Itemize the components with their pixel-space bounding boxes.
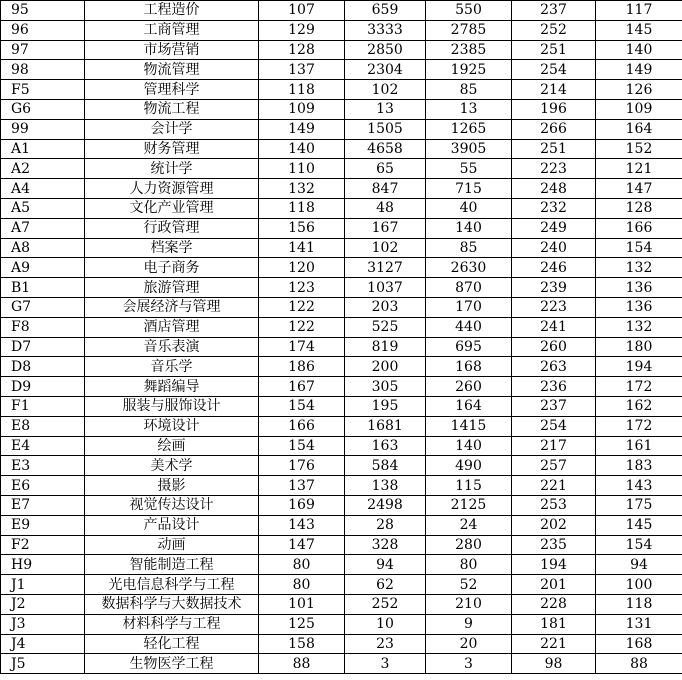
value-cell-1: 141 <box>259 238 345 258</box>
major-name-cell: 人力资源管理 <box>85 179 259 199</box>
value-cell-4: 246 <box>512 258 596 278</box>
value-cell-4: 237 <box>512 1 596 21</box>
major-code-cell: D9 <box>1 377 85 397</box>
value-cell-3: 13 <box>426 99 512 119</box>
value-cell-2: 819 <box>345 337 426 357</box>
value-cell-3: 1925 <box>426 60 512 80</box>
value-cell-5: 164 <box>596 119 682 139</box>
value-cell-5: 149 <box>596 60 682 80</box>
value-cell-2: 1681 <box>345 416 426 436</box>
table-row <box>1 416 682 436</box>
table-row <box>1 515 682 535</box>
value-cell-3: 260 <box>426 377 512 397</box>
major-name-cell: 市场营销 <box>85 40 259 60</box>
major-name-cell: 摄影 <box>85 476 259 496</box>
value-cell-1: 118 <box>259 80 345 100</box>
table-row <box>1 594 682 614</box>
major-name-cell: 会展经济与管理 <box>85 297 259 317</box>
value-cell-3: 3905 <box>426 139 512 159</box>
value-cell-3: 140 <box>426 218 512 238</box>
value-cell-2: 102 <box>345 238 426 258</box>
major-name-cell: 智能制造工程 <box>85 555 259 575</box>
value-cell-2: 4658 <box>345 139 426 159</box>
value-cell-4: 236 <box>512 377 596 397</box>
value-cell-5: 143 <box>596 476 682 496</box>
value-cell-4: 237 <box>512 396 596 416</box>
major-name-cell: 档案学 <box>85 238 259 258</box>
table-row <box>1 396 682 416</box>
table-row <box>1 634 682 654</box>
table-row <box>1 614 682 634</box>
value-cell-5: 132 <box>596 258 682 278</box>
value-cell-4: 221 <box>512 476 596 496</box>
value-cell-1: 101 <box>259 594 345 614</box>
value-cell-4: 241 <box>512 317 596 337</box>
value-cell-4: 232 <box>512 198 596 218</box>
value-cell-1: 174 <box>259 337 345 357</box>
major-name-cell: 服装与服饰设计 <box>85 396 259 416</box>
table-row <box>1 337 682 357</box>
value-cell-1: 120 <box>259 258 345 278</box>
value-cell-3: 85 <box>426 238 512 258</box>
major-name-cell: 绘画 <box>85 436 259 456</box>
major-code-cell: J4 <box>1 634 85 654</box>
major-name-cell: 视觉传达设计 <box>85 495 259 515</box>
table-row <box>1 456 682 476</box>
major-code-cell: F5 <box>1 80 85 100</box>
value-cell-3: 9 <box>426 614 512 634</box>
table-row <box>1 476 682 496</box>
value-cell-2: 167 <box>345 218 426 238</box>
value-cell-5: 147 <box>596 179 682 199</box>
value-cell-3: 24 <box>426 515 512 535</box>
major-code-cell: H9 <box>1 555 85 575</box>
value-cell-5: 152 <box>596 139 682 159</box>
value-cell-1: 80 <box>259 575 345 595</box>
value-cell-2: 138 <box>345 476 426 496</box>
table-body <box>1 1 682 674</box>
value-cell-3: 280 <box>426 535 512 555</box>
value-cell-1: 140 <box>259 139 345 159</box>
value-cell-2: 3 <box>345 654 426 674</box>
value-cell-4: 235 <box>512 535 596 555</box>
value-cell-1: 125 <box>259 614 345 634</box>
value-cell-4: 221 <box>512 634 596 654</box>
major-code-cell: A5 <box>1 198 85 218</box>
value-cell-4: 257 <box>512 456 596 476</box>
value-cell-2: 305 <box>345 377 426 397</box>
major-name-cell: 轻化工程 <box>85 634 259 654</box>
table-row <box>1 1 682 21</box>
major-name-cell: 旅游管理 <box>85 278 259 298</box>
value-cell-5: 136 <box>596 278 682 298</box>
value-cell-5: 145 <box>596 515 682 535</box>
major-name-cell: 产品设计 <box>85 515 259 535</box>
value-cell-5: 183 <box>596 456 682 476</box>
major-code-cell: E8 <box>1 416 85 436</box>
major-code-cell: J5 <box>1 654 85 674</box>
value-cell-5: 88 <box>596 654 682 674</box>
table-row <box>1 218 682 238</box>
value-cell-3: 85 <box>426 80 512 100</box>
value-cell-4: 228 <box>512 594 596 614</box>
value-cell-1: 154 <box>259 396 345 416</box>
major-code-cell: J3 <box>1 614 85 634</box>
value-cell-5: 145 <box>596 20 682 40</box>
major-code-cell: A7 <box>1 218 85 238</box>
table-row <box>1 119 682 139</box>
value-cell-5: 180 <box>596 337 682 357</box>
major-name-cell: 生物医学工程 <box>85 654 259 674</box>
value-cell-3: 440 <box>426 317 512 337</box>
value-cell-1: 167 <box>259 377 345 397</box>
major-name-cell: 物流管理 <box>85 60 259 80</box>
major-name-cell: 统计学 <box>85 159 259 179</box>
value-cell-2: 48 <box>345 198 426 218</box>
value-cell-3: 2125 <box>426 495 512 515</box>
major-code-cell: F8 <box>1 317 85 337</box>
value-cell-3: 2785 <box>426 20 512 40</box>
value-cell-2: 28 <box>345 515 426 535</box>
value-cell-3: 3 <box>426 654 512 674</box>
value-cell-2: 2304 <box>345 60 426 80</box>
value-cell-3: 550 <box>426 1 512 21</box>
major-name-cell: 电子商务 <box>85 258 259 278</box>
value-cell-3: 20 <box>426 634 512 654</box>
value-cell-4: 263 <box>512 357 596 377</box>
value-cell-5: 168 <box>596 634 682 654</box>
value-cell-3: 1265 <box>426 119 512 139</box>
value-cell-1: 154 <box>259 436 345 456</box>
value-cell-2: 1505 <box>345 119 426 139</box>
value-cell-2: 200 <box>345 357 426 377</box>
value-cell-2: 10 <box>345 614 426 634</box>
major-name-cell: 光电信息科学与工程 <box>85 575 259 595</box>
value-cell-1: 176 <box>259 456 345 476</box>
value-cell-3: 2385 <box>426 40 512 60</box>
value-cell-2: 13 <box>345 99 426 119</box>
major-name-cell: 音乐表演 <box>85 337 259 357</box>
value-cell-5: 109 <box>596 99 682 119</box>
table-row <box>1 139 682 159</box>
table-row <box>1 317 682 337</box>
major-code-cell: E6 <box>1 476 85 496</box>
value-cell-1: 109 <box>259 99 345 119</box>
table-row <box>1 80 682 100</box>
table-row <box>1 278 682 298</box>
major-code-cell: 98 <box>1 60 85 80</box>
value-cell-2: 3127 <box>345 258 426 278</box>
value-cell-5: 118 <box>596 594 682 614</box>
value-cell-1: 128 <box>259 40 345 60</box>
value-cell-1: 122 <box>259 297 345 317</box>
value-cell-2: 847 <box>345 179 426 199</box>
value-cell-1: 147 <box>259 535 345 555</box>
value-cell-2: 3333 <box>345 20 426 40</box>
value-cell-5: 194 <box>596 357 682 377</box>
major-code-cell: G7 <box>1 297 85 317</box>
major-name-cell: 美术学 <box>85 456 259 476</box>
major-name-cell: 财务管理 <box>85 139 259 159</box>
value-cell-3: 168 <box>426 357 512 377</box>
value-cell-3: 140 <box>426 436 512 456</box>
value-cell-4: 251 <box>512 40 596 60</box>
value-cell-3: 164 <box>426 396 512 416</box>
value-cell-5: 162 <box>596 396 682 416</box>
value-cell-5: 131 <box>596 614 682 634</box>
value-cell-5: 94 <box>596 555 682 575</box>
value-cell-1: 107 <box>259 1 345 21</box>
value-cell-1: 129 <box>259 20 345 40</box>
value-cell-4: 253 <box>512 495 596 515</box>
value-cell-3: 52 <box>426 575 512 595</box>
value-cell-4: 249 <box>512 218 596 238</box>
value-cell-1: 143 <box>259 515 345 535</box>
value-cell-4: 251 <box>512 139 596 159</box>
value-cell-1: 122 <box>259 317 345 337</box>
value-cell-4: 214 <box>512 80 596 100</box>
major-name-cell: 舞蹈编导 <box>85 377 259 397</box>
value-cell-2: 65 <box>345 159 426 179</box>
major-name-cell: 音乐学 <box>85 357 259 377</box>
major-code-cell: 99 <box>1 119 85 139</box>
value-cell-3: 490 <box>426 456 512 476</box>
table-row <box>1 575 682 595</box>
major-code-cell: A1 <box>1 139 85 159</box>
value-cell-1: 186 <box>259 357 345 377</box>
value-cell-4: 239 <box>512 278 596 298</box>
value-cell-3: 210 <box>426 594 512 614</box>
value-cell-2: 62 <box>345 575 426 595</box>
value-cell-2: 584 <box>345 456 426 476</box>
value-cell-1: 118 <box>259 198 345 218</box>
value-cell-2: 1037 <box>345 278 426 298</box>
value-cell-3: 80 <box>426 555 512 575</box>
major-code-cell: A4 <box>1 179 85 199</box>
major-code-cell: F1 <box>1 396 85 416</box>
value-cell-2: 94 <box>345 555 426 575</box>
major-name-cell: 环境设计 <box>85 416 259 436</box>
table-row <box>1 20 682 40</box>
value-cell-5: 161 <box>596 436 682 456</box>
value-cell-1: 149 <box>259 119 345 139</box>
major-code-cell: B1 <box>1 278 85 298</box>
value-cell-2: 525 <box>345 317 426 337</box>
value-cell-3: 40 <box>426 198 512 218</box>
table-row <box>1 238 682 258</box>
value-cell-2: 252 <box>345 594 426 614</box>
value-cell-5: 117 <box>596 1 682 21</box>
value-cell-4: 252 <box>512 20 596 40</box>
value-cell-3: 115 <box>426 476 512 496</box>
table-row <box>1 99 682 119</box>
table-row <box>1 436 682 456</box>
value-cell-2: 203 <box>345 297 426 317</box>
major-code-cell: A9 <box>1 258 85 278</box>
major-code-cell: J1 <box>1 575 85 595</box>
table-row <box>1 198 682 218</box>
major-code-cell: A8 <box>1 238 85 258</box>
value-cell-5: 166 <box>596 218 682 238</box>
value-cell-2: 659 <box>345 1 426 21</box>
value-cell-1: 88 <box>259 654 345 674</box>
major-name-cell: 行政管理 <box>85 218 259 238</box>
value-cell-2: 2498 <box>345 495 426 515</box>
major-code-cell: F2 <box>1 535 85 555</box>
major-code-cell: E3 <box>1 456 85 476</box>
value-cell-2: 102 <box>345 80 426 100</box>
major-name-cell: 管理科学 <box>85 80 259 100</box>
major-name-cell: 文化产业管理 <box>85 198 259 218</box>
value-cell-1: 132 <box>259 179 345 199</box>
value-cell-4: 181 <box>512 614 596 634</box>
value-cell-5: 175 <box>596 495 682 515</box>
value-cell-1: 123 <box>259 278 345 298</box>
table-row <box>1 495 682 515</box>
value-cell-4: 201 <box>512 575 596 595</box>
value-cell-4: 217 <box>512 436 596 456</box>
major-name-cell: 材料科学与工程 <box>85 614 259 634</box>
value-cell-4: 266 <box>512 119 596 139</box>
value-cell-1: 156 <box>259 218 345 238</box>
value-cell-5: 126 <box>596 80 682 100</box>
value-cell-3: 170 <box>426 297 512 317</box>
value-cell-5: 132 <box>596 317 682 337</box>
value-cell-3: 870 <box>426 278 512 298</box>
major-name-cell: 物流工程 <box>85 99 259 119</box>
value-cell-3: 2630 <box>426 258 512 278</box>
value-cell-4: 260 <box>512 337 596 357</box>
major-code-cell: D8 <box>1 357 85 377</box>
major-code-cell: 97 <box>1 40 85 60</box>
value-cell-5: 100 <box>596 575 682 595</box>
value-cell-1: 158 <box>259 634 345 654</box>
value-cell-3: 1415 <box>426 416 512 436</box>
major-name-cell: 会计学 <box>85 119 259 139</box>
value-cell-5: 128 <box>596 198 682 218</box>
major-code-cell: E7 <box>1 495 85 515</box>
table-row <box>1 654 682 674</box>
major-name-cell: 数据科学与大数据技术 <box>85 594 259 614</box>
major-name-cell: 酒店管理 <box>85 317 259 337</box>
value-cell-4: 202 <box>512 515 596 535</box>
value-cell-2: 195 <box>345 396 426 416</box>
value-cell-4: 254 <box>512 416 596 436</box>
value-cell-4: 98 <box>512 654 596 674</box>
value-cell-5: 154 <box>596 238 682 258</box>
value-cell-1: 166 <box>259 416 345 436</box>
major-code-cell: J2 <box>1 594 85 614</box>
value-cell-5: 172 <box>596 416 682 436</box>
value-cell-2: 2850 <box>345 40 426 60</box>
major-code-cell: A2 <box>1 159 85 179</box>
value-cell-4: 254 <box>512 60 596 80</box>
table-row <box>1 297 682 317</box>
table-row <box>1 179 682 199</box>
table-row <box>1 60 682 80</box>
value-cell-1: 137 <box>259 476 345 496</box>
value-cell-1: 137 <box>259 60 345 80</box>
table-row <box>1 159 682 179</box>
major-name-cell: 动画 <box>85 535 259 555</box>
value-cell-5: 172 <box>596 377 682 397</box>
value-cell-4: 240 <box>512 238 596 258</box>
major-code-cell: 95 <box>1 1 85 21</box>
value-cell-3: 55 <box>426 159 512 179</box>
value-cell-4: 223 <box>512 297 596 317</box>
value-cell-4: 223 <box>512 159 596 179</box>
major-code-cell: G6 <box>1 99 85 119</box>
table-row <box>1 258 682 278</box>
major-code-cell: 96 <box>1 20 85 40</box>
table-row <box>1 535 682 555</box>
major-code-cell: E4 <box>1 436 85 456</box>
table-row <box>1 357 682 377</box>
major-code-cell: D7 <box>1 337 85 357</box>
value-cell-1: 169 <box>259 495 345 515</box>
value-cell-3: 695 <box>426 337 512 357</box>
value-cell-2: 163 <box>345 436 426 456</box>
major-code-cell: E9 <box>1 515 85 535</box>
value-cell-5: 154 <box>596 535 682 555</box>
major-name-cell: 工程造价 <box>85 1 259 21</box>
value-cell-4: 196 <box>512 99 596 119</box>
table-row <box>1 377 682 397</box>
value-cell-5: 140 <box>596 40 682 60</box>
value-cell-5: 121 <box>596 159 682 179</box>
value-cell-3: 715 <box>426 179 512 199</box>
value-cell-2: 23 <box>345 634 426 654</box>
value-cell-4: 248 <box>512 179 596 199</box>
table-row <box>1 40 682 60</box>
value-cell-5: 136 <box>596 297 682 317</box>
table-row <box>1 555 682 575</box>
value-cell-1: 110 <box>259 159 345 179</box>
value-cell-1: 80 <box>259 555 345 575</box>
value-cell-4: 194 <box>512 555 596 575</box>
major-name-cell: 工商管理 <box>85 20 259 40</box>
value-cell-2: 328 <box>345 535 426 555</box>
